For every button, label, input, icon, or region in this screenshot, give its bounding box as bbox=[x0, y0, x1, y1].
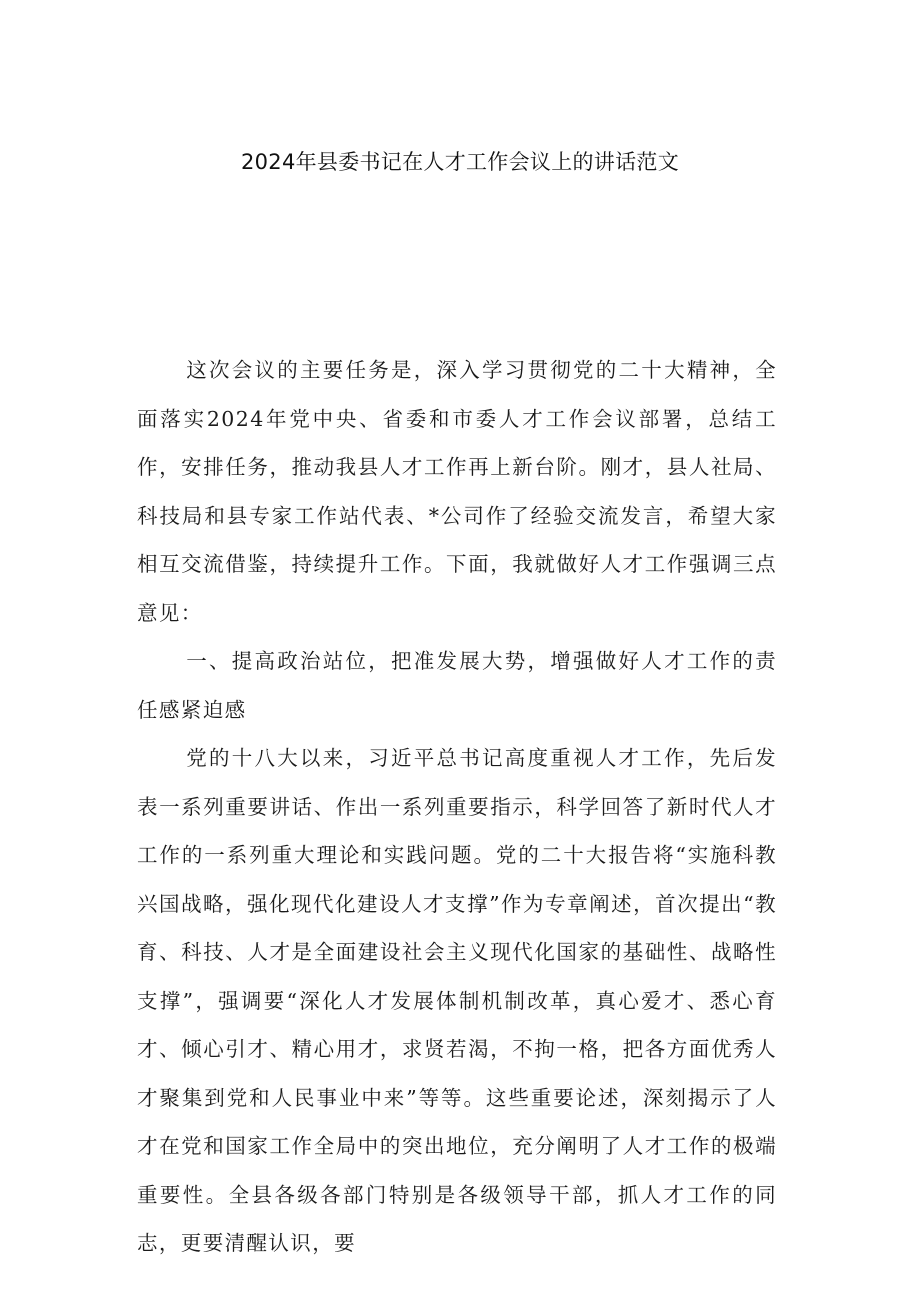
document-body bbox=[137, 346, 777, 1268]
document-title: 2024年县委书记在人才工作会议上的讲话范文 bbox=[240, 150, 680, 174]
body-paragraph: 党的十八大以来，习近平总书记高度重视人才工作，先后发表一系列重要讲话、作出一系列重要指示，科学回答了新时代人才工作的一系列重大理论和实践问题。党的二十大报告将“实施科教兴国战略，强化现代化建设人才支撑”作为专章阐述，首次提出“教育、科技、人才是全面建设社会主义现代化国家的基础性、战略性支撑”，强调要“深化人才发展体制机制改革，真心爱才、悉心育才、倾心引才、精心用才，求贤若渴，不拘一格，把各方面优秀人才聚集到党和人民事业中来”等等。这些重要论述，深刻揭示了人才在党和国家工作全局中的突出地位，充分阐明了人才工作的极端重要性。全县各级各部门特别是各级领导干部，抓人才工作的同志，更要清醒认识，要 bbox=[137, 746, 777, 1255]
section-heading-1: 一、提高政治站位，把准发展大势，增强做好人才工作的责任感紧迫感 bbox=[137, 649, 777, 722]
intro-paragraph: 这次会议的主要任务是，深入学习贯彻党的二十大精神，全面落实2024年党中央、省委和市委人才工作会议部署，总结工作，安排任务，推动我县人才工作再上新台阶。刚才，县人社局、科技局和县专家工作站代表、*公司作了经验交流发言，希望大家相互交流借鉴，持续提升工作。下面，我就做好人才工作强调三点意见： bbox=[137, 358, 777, 625]
